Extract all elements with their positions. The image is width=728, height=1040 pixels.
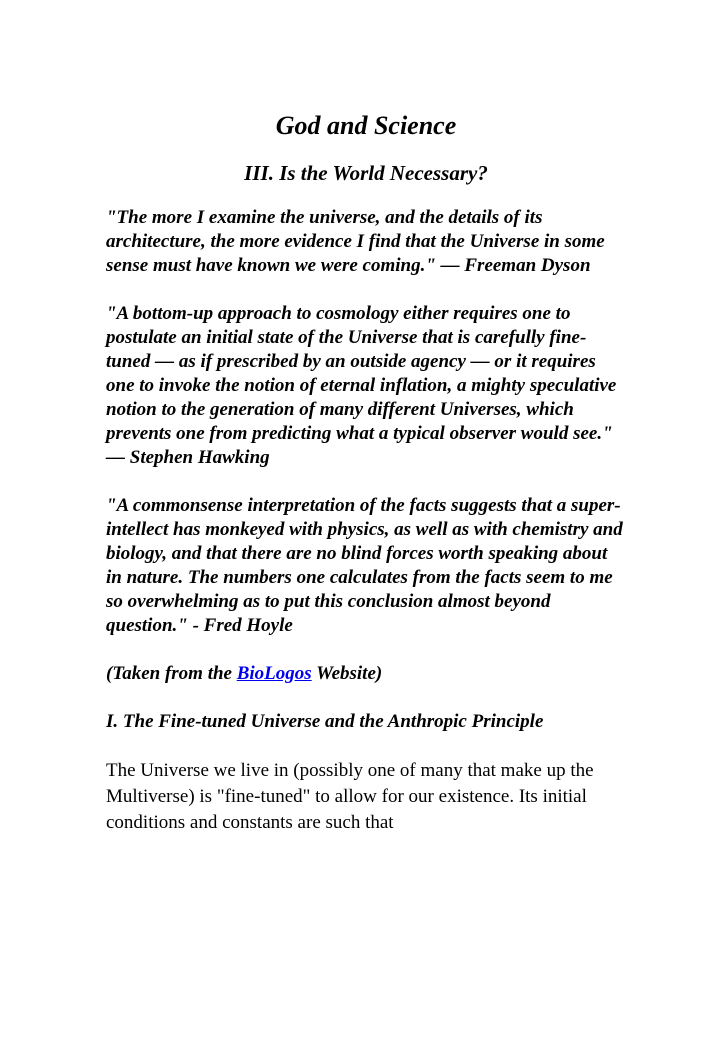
biologos-link[interactable]: BioLogos xyxy=(236,663,312,684)
section-heading: I. The Fine-tuned Universe and the Anthropic Principle xyxy=(106,711,544,732)
quote-hoyle: "A commonsense interpretation of the facts suggests that a super-intellect has monkeyed with physics, as well as with chemistry and biology, and that there are no blind forces worth speaking about in nature. The numbers one calculates from the facts seem to me so overwhelming as to put this conclusion almost beyond question." - Fred Hoyle xyxy=(106,495,623,636)
document-page xyxy=(106,108,626,836)
body-paragraph: The Universe we live in (possibly one of many that make up the Multiverse) is "fine-tuned" to allow for our existence. Its initial conditions and constants are such that xyxy=(106,760,594,833)
source-prefix: (Taken from the xyxy=(106,663,237,684)
source-suffix: Website) xyxy=(311,663,383,684)
document-subtitle: III. Is the World Necessary? xyxy=(244,161,488,185)
document-title: God and Science xyxy=(275,111,457,140)
source-attribution xyxy=(106,662,626,686)
quote-hawking: "A bottom-up approach to cosmology either requires one to postulate an initial state of the Universe that is carefully fine-tuned — as if prescribed by an outside agency — or it requires one to invoke the notion of eternal inflation, a mighty speculative notion to the generation of many different Universes, which prevents one from predicting what a typical observer would see." — Stephen Hawking xyxy=(106,303,617,468)
quote-dyson: "The more I examine the universe, and the details of its architecture, the more evidence I find that the Universe in some sense must have known we were coming." — Freeman Dyson xyxy=(106,207,605,276)
